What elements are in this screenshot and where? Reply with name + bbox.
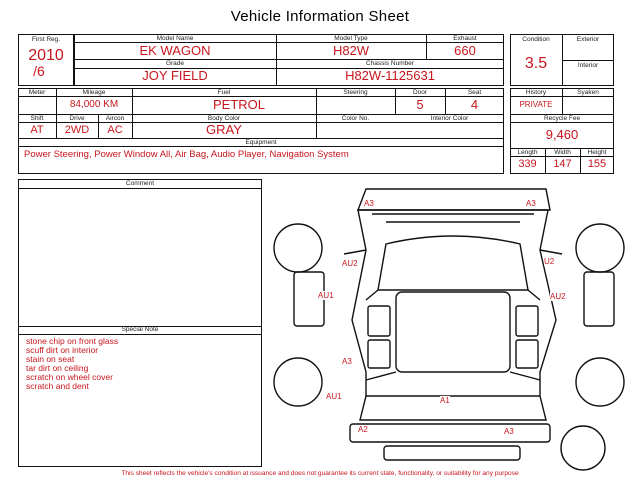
exhaust-label: Exhaust (453, 35, 477, 42)
condition-value: 3.5 (524, 55, 548, 72)
damage-mark-au1-lower-left: AU1 (326, 392, 342, 401)
condition-label: Condition (522, 36, 550, 43)
grade-value: JOY FIELD (142, 68, 208, 83)
history-value: PRIVATE (519, 100, 553, 109)
drive-label: Drive (69, 115, 85, 122)
height-label: Height (587, 149, 607, 156)
color-no-label: Color No. (341, 115, 370, 122)
recycle-fee-value: 9,460 (545, 127, 579, 142)
damage-mark-au2-left: AU2 (342, 259, 358, 268)
special-note-item: scratch and dent (26, 381, 89, 391)
special-note-item: stone chip on front glass (26, 336, 119, 346)
damage-mark-a3-bottom-right: A3 (504, 427, 514, 436)
syaken-label: Syaken (577, 89, 599, 96)
aircon-label: Aircon (105, 115, 125, 122)
seat-value: 4 (470, 97, 479, 112)
damage-mark-a1-rear: A1 (440, 396, 450, 405)
shift-value: AT (30, 124, 44, 136)
special-note-item: tar dirt on ceiling (26, 363, 89, 373)
door-label: Door (412, 89, 428, 96)
fuel-value: PETROL (212, 97, 265, 112)
special-note-item: stain on seat (26, 354, 75, 364)
equipment-value: Power Steering, Power Window All, Air Bag, Audio Player, Navigation System (24, 149, 349, 160)
damage-mark-a2-bottom: A2 (358, 425, 368, 434)
length-value: 339 (518, 158, 537, 170)
exterior-label: Exterior (576, 36, 600, 43)
model-name-value: EK WAGON (139, 43, 211, 58)
special-note-item: scuff dirt on interior (26, 345, 99, 355)
length-label: Length (517, 149, 538, 156)
seat-label: Seat (467, 89, 482, 96)
damage-mark-a3-top-left: A3 (364, 199, 374, 208)
damage-mark-a3-top-right: A3 (526, 199, 536, 208)
special-note-label: Special Note (121, 326, 159, 333)
first-reg-year: 2010 (28, 47, 64, 64)
damage-mark-au1-left: AU1 (318, 291, 334, 300)
interior-color-label: Interior Color (430, 115, 469, 122)
first-reg-label: First Reg. (31, 36, 61, 43)
chassis-number-label: Chassis Number (365, 60, 415, 67)
history-label: History (525, 89, 547, 96)
grade-label: Grade (165, 60, 185, 67)
page-title: Vehicle Information Sheet (230, 8, 410, 25)
steering-label: Steering (343, 89, 368, 96)
damage-mark-au2-right: AU2 (550, 292, 566, 301)
door-value: 5 (416, 97, 424, 112)
drive-value: 2WD (64, 124, 90, 136)
mileage-label: Mileage (82, 89, 106, 96)
equipment-label: Equipment (245, 139, 277, 146)
recycle-fee-label: Recycle Fee (543, 115, 581, 122)
damage-mark-u2-right: U2 (544, 257, 555, 266)
model-name-label: Model Name (156, 35, 194, 42)
model-type-value: H82W (332, 43, 370, 58)
mileage-value: 84,000 KM (69, 99, 119, 110)
meter-label: Meter (28, 89, 46, 96)
exhaust-value: 660 (454, 43, 476, 58)
width-value: 147 (553, 158, 572, 170)
body-color-value: GRAY (206, 122, 242, 137)
aircon-value: AC (107, 124, 123, 136)
height-value: 155 (587, 158, 607, 170)
body-color-label: Body Color (207, 115, 241, 122)
model-type-label: Model Type (334, 35, 368, 42)
comment-label: Comment (125, 180, 155, 187)
damage-mark-a3-left: A3 (342, 357, 352, 366)
fuel-label: Fuel (217, 89, 231, 96)
width-label: Width (554, 149, 571, 156)
special-note-item: scratch on wheel cover (26, 372, 113, 382)
footer-disclaimer: This sheet reflects the vehicle's condition at issuance and does not guarantee its current state, functionality, or suitability for any purpose (121, 470, 519, 477)
shift-label: Shift (30, 115, 44, 122)
chassis-number-value: H82W-1125631 (345, 68, 435, 83)
interior-label: Interior (577, 62, 599, 69)
first-reg-month: /6 (33, 63, 45, 79)
